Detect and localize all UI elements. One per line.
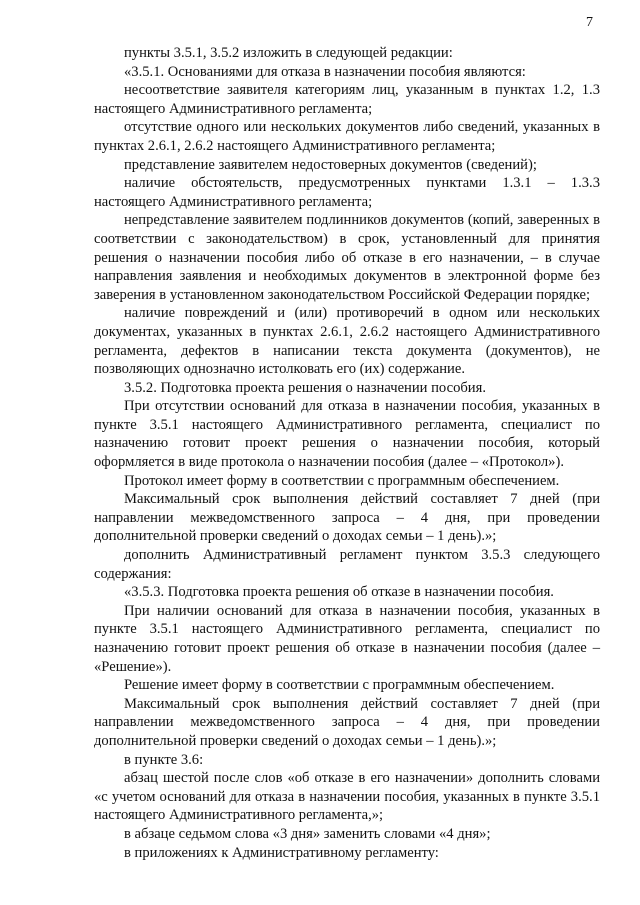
paragraph: абзац шестой после слов «об отказе в его назначении» дополнить словами «с учетом оснований для отказа в назначении пособия, указанных в пункте 3.5.1 настоящего Административного регламента,»; <box>94 770 600 824</box>
page-number: 7 <box>586 15 593 30</box>
paragraph: дополнить Административный регламент пунктом 3.5.3 следующего содержания: <box>94 547 600 582</box>
paragraph: При отсутствии оснований для отказа в назначении пособия, указанных в пункте 3.5.1 настоящего Административного регламента, специалист по назначению готовит проект решения о назначении пособия, который оформляется в виде протокола о назначении пособия (далее – «Протокол»). <box>94 398 600 471</box>
paragraph: наличие обстоятельств, предусмотренных пунктами 1.3.1 – 1.3.3 настоящего Административного регламента; <box>94 175 600 210</box>
paragraph: несоответствие заявителя категориям лиц, указанным в пунктах 1.2, 1.3 настоящего Административного регламента; <box>94 82 600 117</box>
paragraph: «3.5.1. Основаниями для отказа в назначении пособия являются: <box>124 63 526 80</box>
paragraph: в приложениях к Административному регламенту: <box>124 844 439 861</box>
paragraph: наличие повреждений и (или) противоречий в одном или нескольких документах, указанных в пунктах 2.6.1, 2.6.2 настоящего Административного регламента, дефектов в написании текста документа (документов), не позволяющих однозначно истолковать его (их) содержание. <box>94 305 600 378</box>
paragraph: Максимальный срок выполнения действий составляет 7 дней (при направлении межведомственного запроса – 4 дня, при проведении дополнительной проверки сведений о доходах семьи – 1 день).»; <box>94 695 600 749</box>
paragraph: отсутствие одного или нескольких документов либо сведений, указанных в пунктах 2.6.1, 2.6.2 настоящего Административного регламента; <box>94 119 600 154</box>
paragraph: представление заявителем недостоверных документов (сведений); <box>124 156 537 173</box>
paragraph: непредставление заявителем подлинников документов (копий, заверенных в соответствии с законодательством) в срок, установленный для принятия решения о назначении пособия либо об отказе в его назначении, – в случае направления заявления и необходимых документов в электронной форме без заверения в установленном законодательством Российской Федерации порядке; <box>94 212 600 303</box>
paragraph: При наличии оснований для отказа в назначении пособия, указанных в пункте 3.5.1 настоящего Административного регламента, специалист по назначению готовит проект решения об отказе в назначении пособия (далее – «Решение»). <box>94 602 600 675</box>
paragraph: «3.5.3. Подготовка проекта решения об отказе в назначении пособия. <box>124 584 554 601</box>
paragraph: Максимальный срок выполнения действий составляет 7 дней (при направлении межведомственного запроса – 4 дня, при проведении дополнительной проверки сведений о доходах семьи – 1 день).»; <box>94 491 600 545</box>
paragraph: пункты 3.5.1, 3.5.2 изложить в следующей редакции: <box>124 45 453 61</box>
paragraph: Решение имеет форму в соответствии с программным обеспечением. <box>124 677 555 694</box>
document-body <box>94 44 600 862</box>
paragraph: в пункте 3.6: <box>124 751 204 768</box>
paragraph: Протокол имеет форму в соответствии с программным обеспечением. <box>124 472 560 489</box>
paragraph: 3.5.2. Подготовка проекта решения о назначении пособия. <box>124 379 486 396</box>
paragraph: в абзаце седьмом слова «3 дня» заменить словами «4 дня»; <box>124 825 491 842</box>
